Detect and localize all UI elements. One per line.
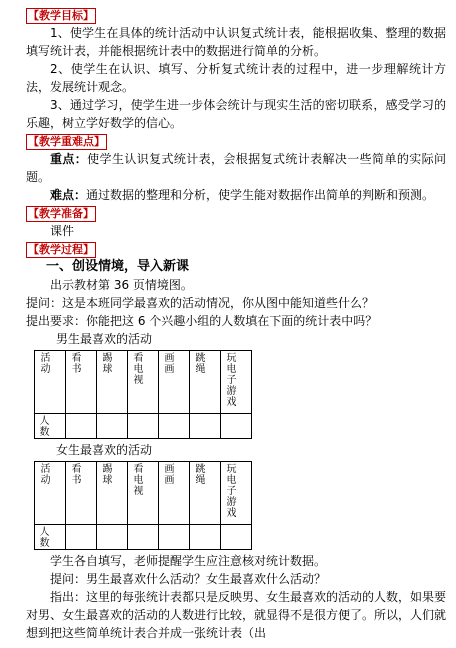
boys-header-cell: 看电视 bbox=[128, 351, 159, 414]
girls-header-cell: 看电视 bbox=[128, 462, 159, 525]
boys-count-cell[interactable] bbox=[97, 414, 128, 439]
boys-row-label: 人数 bbox=[35, 414, 66, 439]
girls-count-cell[interactable] bbox=[159, 525, 190, 550]
process-require: 提出要求：你能把这 6 个兴趣小组的人数填在下面的统计表中吗？ bbox=[26, 314, 378, 328]
boys-count-cell[interactable] bbox=[221, 414, 252, 439]
process-ask: 提问：这是本班同学最喜欢的活动情况，你从图中能知道些什么？ bbox=[26, 296, 375, 310]
boys-header-cell: 活动 bbox=[35, 351, 66, 414]
girls-count-cell[interactable] bbox=[190, 525, 221, 550]
process-show: 出示教材第 36 页情境图。 bbox=[50, 278, 193, 292]
boys-count-cell[interactable] bbox=[159, 414, 190, 439]
difficult-point bbox=[0, 186, 456, 204]
girls-activity-table bbox=[34, 461, 252, 550]
girls-header-cell: 踢球 bbox=[97, 462, 128, 525]
section-tag-prep: 【教学准备】 bbox=[28, 207, 94, 220]
girls-header-cell: 玩电子游戏 bbox=[221, 462, 252, 525]
boys-count-cell[interactable] bbox=[190, 414, 221, 439]
process-heading: 一、创设情境，导入新课 bbox=[46, 259, 190, 274]
key-point-label: 重点： bbox=[50, 152, 88, 166]
girls-table-title: 女生最喜欢的活动 bbox=[56, 443, 153, 457]
boys-header-cell: 踢球 bbox=[97, 351, 128, 414]
girls-count-cell[interactable] bbox=[97, 525, 128, 550]
difficult-point-text: 通过数据的整理和分析，使学生能对数据作出简单的判断和预测。 bbox=[86, 188, 435, 202]
boys-header-cell: 玩电子游戏 bbox=[221, 351, 252, 414]
boys-count-cell[interactable] bbox=[66, 414, 97, 439]
girls-row-label: 人数 bbox=[35, 525, 66, 550]
boys-table-title: 男生最喜欢的活动 bbox=[56, 332, 153, 346]
girls-count-cell[interactable] bbox=[128, 525, 159, 550]
boys-header-cell: 画画 bbox=[159, 351, 190, 414]
section-tag-process: 【教学过程】 bbox=[28, 243, 94, 256]
section-tag-objectives: 【教学目标】 bbox=[28, 9, 94, 22]
girls-header-cell: 活动 bbox=[35, 462, 66, 525]
after-point: 指出：这里的每张统计表都只是反映男、女生最喜欢的活动的人数，如果要对男、女生最喜欢的活动的人数进行比较，就显得不是很方便了。所以，人们就想到把这些简单统计表合并成一张统计表（出 bbox=[26, 590, 447, 640]
after-ask: 提问：男生最喜欢什么活动？女生最喜欢什么活动？ bbox=[50, 572, 327, 586]
difficult-point-label: 难点： bbox=[50, 188, 87, 202]
objective-2: 2、使学生在认识、填写、分析复式统计表的过程中，进一步理解统计方法，发展统计观念。 bbox=[26, 62, 446, 94]
objective-1: 1、使学生在具体的统计活动中认识复式统计表，能根据收集、整理的数据填写统计表，并能根据统计表中的数据进行简单的分析。 bbox=[26, 26, 446, 58]
boys-count-cell[interactable] bbox=[128, 414, 159, 439]
girls-count-cell[interactable] bbox=[66, 525, 97, 550]
boys-header-cell: 看书 bbox=[66, 351, 97, 414]
girls-count-cell[interactable] bbox=[221, 525, 252, 550]
girls-header-cell: 画画 bbox=[159, 462, 190, 525]
girls-header-cell: 看书 bbox=[66, 462, 97, 525]
after-fill: 学生各自填写，老师提醒学生应注意核对统计数据。 bbox=[50, 554, 327, 568]
key-point-text: 使学生认识复式统计表，会根据复式统计表解决一些简单的实际问题。 bbox=[26, 152, 446, 184]
boys-header-cell: 跳绳 bbox=[190, 351, 221, 414]
objective-3: 3、通过学习，使学生进一步体会统计与现实生活的密切联系，感受学习的乐趣，树立学好数学的信心。 bbox=[26, 98, 446, 130]
key-point bbox=[0, 150, 456, 186]
section-tag-key-points: 【教学重难点】 bbox=[28, 135, 105, 148]
girls-header-cell: 跳绳 bbox=[190, 462, 221, 525]
prep-text: 课件 bbox=[50, 224, 75, 238]
boys-activity-table bbox=[34, 350, 252, 439]
